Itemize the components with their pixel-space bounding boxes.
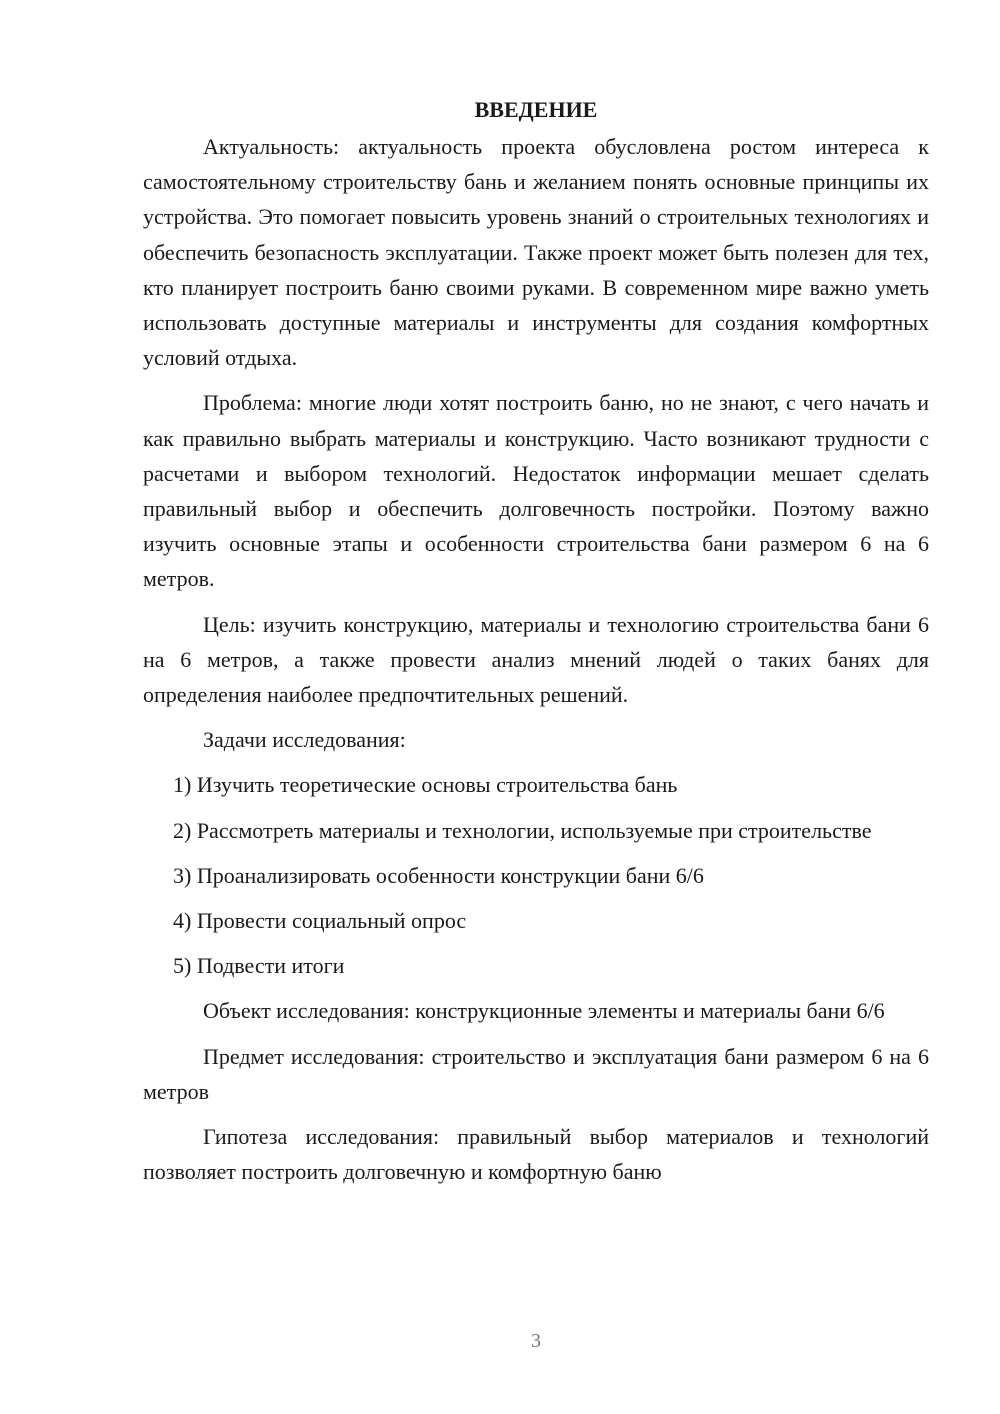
paragraph-subject: Предмет исследования: строительство и эксплуатация бани размером 6 на 6 метров (143, 1043, 929, 1104)
paragraph-relevance: Актуальность: актуальность проекта обусловлена ростом интереса к самостоятельному строительству бань и желанием понять основные принципы их устройства. Это помогает повысить уровень знаний о строительных технологиях и обеспечить безопасность эксплуатации. Также проект может быть полезен для тех, кто планирует построить баню своими руками. В современном мире важно уметь использовать доступные материалы и инструменты для создания комфортных условий отдыха. (143, 134, 929, 371)
paragraph-problem: Проблема: многие люди хотят построить баню, но не знают, с чего начать и как правильно выбрать материалы и конструкцию. Часто возникают трудности с расчетами и выбором технологий. Недостаток информации мешает сделать правильный выбор и обеспечить долговечность постройки. Поэтому важно изучить основные этапы и особенности строительства бани размером 6 на 6 метров. (143, 390, 929, 592)
task-item-2: 2) Рассмотреть материалы и технологии, используемые при строительстве (173, 817, 872, 843)
paragraph-goal: Цель: изучить конструкцию, материалы и технологию строительства бани 6 на 6 метров, а также провести анализ мнений людей о таких банях для определения наиболее предпочтительных решений. (143, 611, 929, 708)
page-number: 3 (531, 1330, 541, 1352)
task-item-5: 5) Подвести итоги (173, 953, 345, 979)
paragraph-object: Объект исследования: конструкционные элементы и материалы бани 6/6 (203, 998, 885, 1024)
section-heading: ВВЕДЕНИЕ (474, 97, 598, 122)
document-body (143, 92, 929, 1199)
paragraph-tasks-title: Задачи исследования: (203, 727, 406, 753)
task-item-3: 3) Проанализировать особенности конструкции бани 6/6 (173, 862, 704, 888)
task-item-1: 1) Изучить теоретические основы строительства бань (173, 772, 678, 798)
paragraph-hypothesis: Гипотеза исследования: правильный выбор материалов и технологий позволяет построить долговечную и комфортную баню (143, 1124, 929, 1185)
task-item-4: 4) Провести социальный опрос (173, 908, 467, 934)
